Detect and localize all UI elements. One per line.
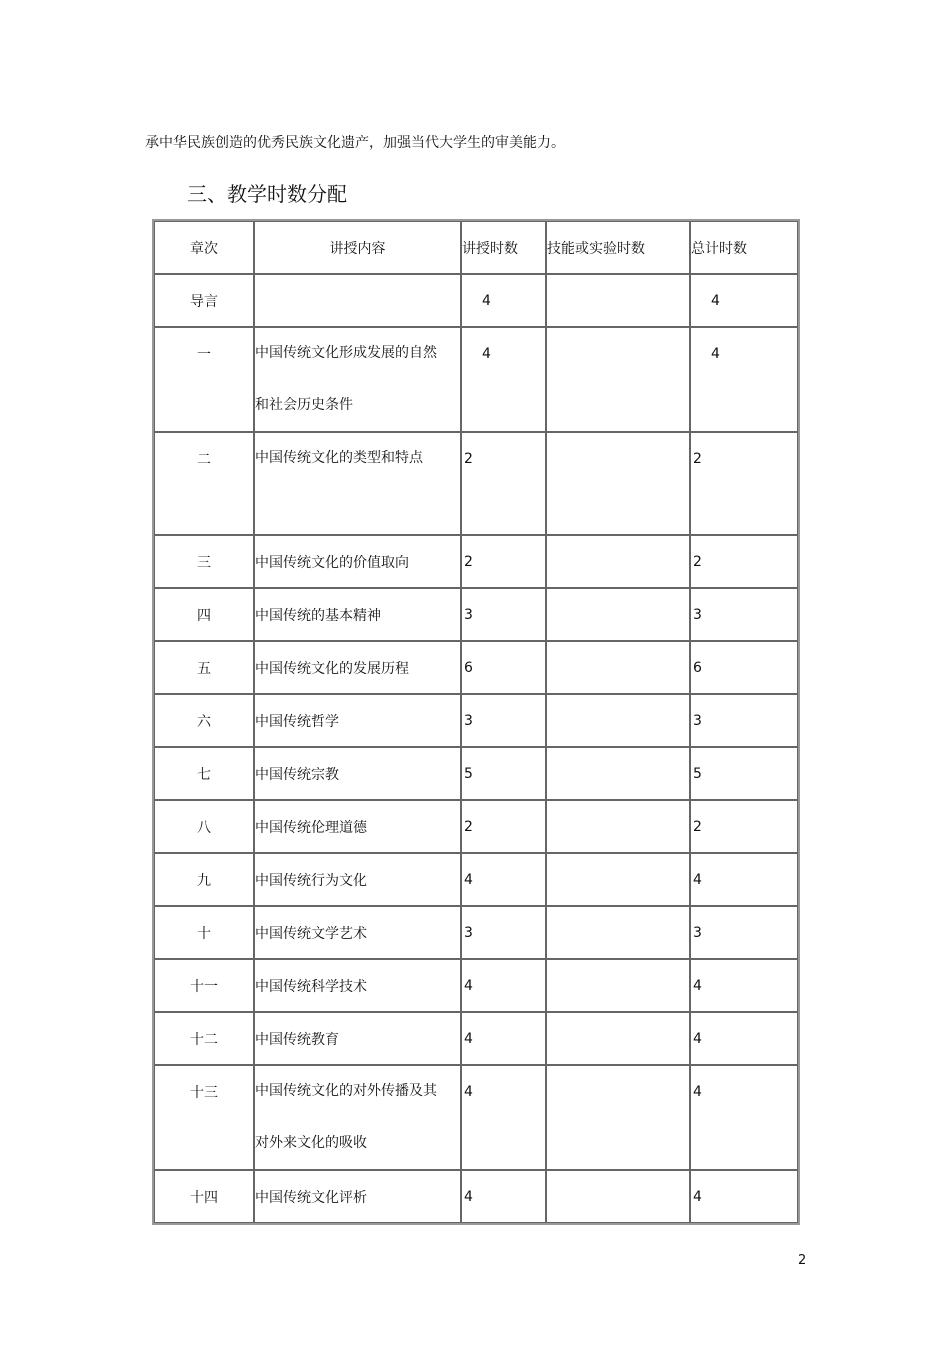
lab-hours-cell: [546, 588, 690, 641]
total-hours-cell-text: 4: [711, 346, 720, 362]
content-cell-text: 中国传统行为文化: [255, 873, 367, 889]
content-cell: [254, 588, 461, 641]
lab-hours-cell-text: [547, 536, 689, 554]
total-hours-cell: [690, 959, 798, 1012]
lecture-hours-cell: [461, 641, 546, 694]
content-cell: [254, 959, 461, 1012]
chapter-cell: [154, 1065, 254, 1170]
total-hours-cell: [690, 432, 798, 535]
lab-hours-cell: [546, 432, 690, 535]
lab-hours-cell: [546, 1065, 690, 1170]
total-hours-cell: [690, 800, 798, 853]
lecture-hours-cell: [461, 274, 546, 327]
content-cell-text: 中国传统文化的对外传播及其对外来文化的吸收: [255, 1083, 437, 1151]
lecture-hours-cell-text: 2: [464, 819, 473, 835]
content-cell-text: 中国传统的基本精神: [255, 608, 381, 624]
lecture-hours-cell-text: 4: [464, 1031, 473, 1047]
lab-hours-cell-text: [547, 275, 689, 293]
total-hours-cell-text: 2: [693, 554, 702, 570]
lab-hours-cell: [546, 1170, 690, 1223]
lecture-hours-cell: [461, 327, 546, 432]
page-number: 2: [798, 1253, 807, 1268]
total-hours-cell-text: 4: [693, 1031, 702, 1047]
content-cell-text: 中国传统文化评析: [255, 1190, 367, 1206]
chapter-cell: [154, 800, 254, 853]
total-hours-cell-text: 3: [693, 925, 702, 941]
total-hours-cell: [690, 1170, 798, 1223]
table-row: [154, 327, 798, 432]
total-hours-cell: [690, 1065, 798, 1170]
table-row: [154, 853, 798, 906]
intro-paragraph: 承中华民族创造的优秀民族文化遗产，加强当代大学生的审美能力。: [145, 135, 565, 151]
lecture-hours-cell: [461, 1065, 546, 1170]
chapter-cell-text: 四: [197, 608, 211, 624]
total-hours-cell-text: 4: [693, 978, 702, 994]
total-hours-cell-text: 4: [693, 1189, 702, 1205]
content-cell: [254, 694, 461, 747]
chapter-cell-text: 十一: [190, 979, 218, 995]
content-cell-text: 中国传统教育: [255, 1032, 339, 1048]
content-cell: [254, 1065, 461, 1170]
content-cell: [254, 1170, 461, 1223]
lab-hours-cell: [546, 694, 690, 747]
lecture-hours-cell: [461, 432, 546, 535]
lecture-hours-cell-text: 6: [464, 660, 473, 676]
lecture-hours-cell: [461, 906, 546, 959]
lecture-hours-cell-text: 3: [464, 925, 473, 941]
lecture-hours-cell-text: 5: [464, 766, 473, 782]
chapter-cell-text: 八: [197, 820, 211, 836]
content-cell-text: 中国传统文学艺术: [255, 926, 367, 942]
total-hours-cell: [690, 906, 798, 959]
lab-hours-cell-text: [547, 748, 689, 766]
chapter-cell: [154, 274, 254, 327]
content-cell-text: 中国传统文化形成发展的自然和社会历史条件: [255, 345, 437, 413]
header-lab-hours: 技能或实验时数: [546, 221, 690, 274]
chapter-cell-text: 导言: [190, 294, 218, 310]
chapter-cell: [154, 747, 254, 800]
chapter-cell: [154, 327, 254, 432]
lab-hours-cell-text: [547, 960, 689, 978]
header-chapter: 章次: [154, 221, 254, 274]
lab-hours-cell: [546, 853, 690, 906]
content-cell-text: 中国传统宗教: [255, 767, 339, 783]
content-cell: [254, 853, 461, 906]
teaching-hours-table: [152, 219, 800, 1225]
total-hours-cell: [690, 747, 798, 800]
lecture-hours-cell-text: 4: [464, 1189, 473, 1205]
chapter-cell: [154, 641, 254, 694]
total-hours-cell: [690, 853, 798, 906]
lecture-hours-cell-text: 4: [482, 293, 491, 309]
content-cell: [254, 747, 461, 800]
lecture-hours-cell: [461, 694, 546, 747]
content-cell: [254, 906, 461, 959]
content-cell: [254, 641, 461, 694]
content-cell: [254, 327, 461, 432]
lab-hours-cell-text: [547, 328, 689, 346]
chapter-cell-text: 十: [197, 926, 211, 942]
content-cell: [254, 800, 461, 853]
table-row: [154, 432, 798, 535]
table-row: [154, 906, 798, 959]
header-content: 讲授内容: [254, 221, 461, 274]
lab-hours-cell-text: [547, 854, 689, 872]
lecture-hours-cell-text: 4: [464, 1084, 473, 1100]
table-row: [154, 800, 798, 853]
total-hours-cell-text: 3: [693, 607, 702, 623]
lab-hours-cell-text: [547, 1013, 689, 1031]
lab-hours-cell: [546, 906, 690, 959]
lecture-hours-cell-text: 2: [464, 451, 473, 467]
chapter-cell: [154, 694, 254, 747]
content-cell-text: 中国传统文化的价值取向: [255, 555, 409, 571]
table-row: [154, 747, 798, 800]
content-cell: [254, 535, 461, 588]
lab-hours-cell: [546, 327, 690, 432]
table-row: [154, 1065, 798, 1170]
total-hours-cell-text: 3: [693, 713, 702, 729]
lecture-hours-cell: [461, 535, 546, 588]
chapter-cell-text: 十三: [190, 1085, 218, 1101]
lecture-hours-cell-text: 3: [464, 607, 473, 623]
chapter-cell-text: 五: [197, 661, 211, 677]
lab-hours-cell-text: [547, 433, 689, 451]
section-heading: 三、教学时数分配: [187, 182, 347, 206]
table-row: [154, 274, 798, 327]
total-hours-cell: [690, 1012, 798, 1065]
lab-hours-cell: [546, 747, 690, 800]
content-cell: [254, 432, 461, 535]
chapter-cell-text: 六: [197, 714, 211, 730]
total-hours-cell-text: 2: [693, 451, 702, 467]
lecture-hours-cell: [461, 959, 546, 1012]
lab-hours-cell: [546, 959, 690, 1012]
lecture-hours-cell: [461, 1012, 546, 1065]
total-hours-cell: [690, 535, 798, 588]
chapter-cell: [154, 1170, 254, 1223]
chapter-cell: [154, 432, 254, 535]
lab-hours-cell-text: [547, 642, 689, 660]
chapter-cell: [154, 588, 254, 641]
lab-hours-cell-text: [547, 589, 689, 607]
chapter-cell-text: 十二: [190, 1032, 218, 1048]
total-hours-cell-text: 4: [693, 1084, 702, 1100]
total-hours-cell-text: 5: [693, 766, 702, 782]
content-cell-text: 中国传统伦理道德: [255, 820, 367, 836]
header-lecture-hours: 讲授时数: [461, 221, 546, 274]
table-row: [154, 641, 798, 694]
content-cell: [254, 1012, 461, 1065]
total-hours-cell: [690, 327, 798, 432]
lab-hours-cell: [546, 800, 690, 853]
lecture-hours-cell-text: 3: [464, 713, 473, 729]
table-row: [154, 1012, 798, 1065]
lecture-hours-cell: [461, 747, 546, 800]
total-hours-cell: [690, 641, 798, 694]
chapter-cell-text: 九: [197, 873, 211, 889]
table-row: [154, 959, 798, 1012]
chapter-cell: [154, 853, 254, 906]
total-hours-cell-text: 6: [693, 660, 702, 676]
chapter-cell: [154, 1012, 254, 1065]
table-header-row: [154, 221, 798, 274]
lecture-hours-cell: [461, 588, 546, 641]
lecture-hours-cell: [461, 800, 546, 853]
chapter-cell-text: 七: [197, 767, 211, 783]
content-cell-text: 中国传统科学技术: [255, 979, 367, 995]
content-cell-text: 中国传统文化的发展历程: [255, 661, 409, 677]
chapter-cell-text: 一: [197, 347, 211, 363]
total-hours-cell: [690, 274, 798, 327]
content-cell-text: [255, 275, 460, 291]
chapter-cell: [154, 959, 254, 1012]
lab-hours-cell: [546, 274, 690, 327]
lab-hours-cell-text: [547, 907, 689, 925]
chapter-cell: [154, 906, 254, 959]
chapter-cell-text: 三: [197, 555, 211, 571]
table-row: [154, 1170, 798, 1223]
chapter-cell: [154, 535, 254, 588]
content-cell-text: 中国传统哲学: [255, 714, 339, 730]
lab-hours-cell-text: [547, 1066, 689, 1084]
lab-hours-cell-text: [547, 695, 689, 713]
lecture-hours-cell: [461, 853, 546, 906]
lab-hours-cell-text: [547, 1171, 689, 1189]
lecture-hours-cell-text: 4: [464, 978, 473, 994]
chapter-cell-text: 十四: [190, 1190, 218, 1206]
total-hours-cell-text: 4: [711, 293, 720, 309]
content-cell: [254, 274, 461, 327]
chapter-cell-text: 二: [197, 452, 211, 468]
lecture-hours-cell-text: 4: [464, 872, 473, 888]
lecture-hours-cell: [461, 1170, 546, 1223]
lecture-hours-cell-text: 4: [482, 346, 491, 362]
total-hours-cell: [690, 694, 798, 747]
lab-hours-cell: [546, 641, 690, 694]
total-hours-cell-text: 2: [693, 819, 702, 835]
lab-hours-cell-text: [547, 801, 689, 819]
total-hours-cell: [690, 588, 798, 641]
table-row: [154, 535, 798, 588]
content-cell-text: 中国传统文化的类型和特点: [255, 450, 423, 466]
header-total-hours: 总计时数: [690, 221, 798, 274]
total-hours-cell-text: 4: [693, 872, 702, 888]
table-row: [154, 694, 798, 747]
table-row: [154, 588, 798, 641]
lecture-hours-cell-text: 2: [464, 554, 473, 570]
lab-hours-cell: [546, 1012, 690, 1065]
lab-hours-cell: [546, 535, 690, 588]
